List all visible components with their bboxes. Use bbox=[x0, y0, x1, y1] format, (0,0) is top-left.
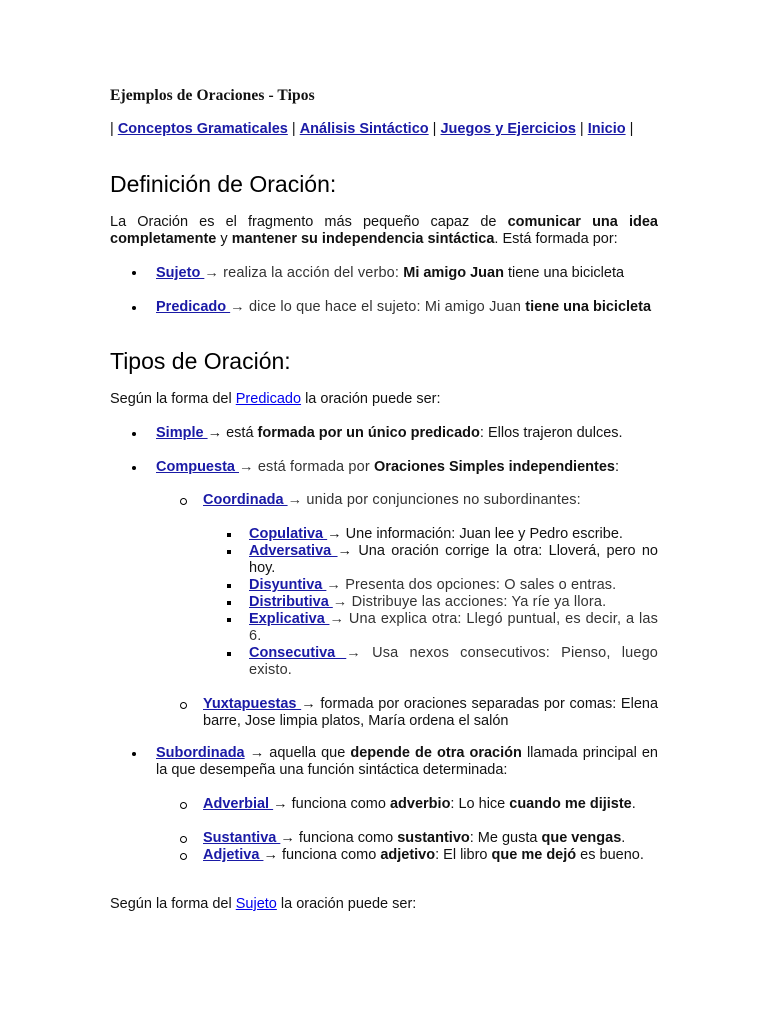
square-bullet-icon bbox=[227, 618, 231, 622]
text: la oración puede ser: bbox=[276, 896, 417, 912]
square-bullet-icon bbox=[227, 550, 231, 554]
bullet-icon bbox=[132, 271, 136, 275]
nav-separator: | bbox=[291, 121, 296, 137]
link-explicativa[interactable]: Explicativa bbox=[249, 611, 330, 627]
circle-bullet-icon bbox=[180, 836, 187, 843]
square-bullet-icon bbox=[227, 652, 231, 656]
circle-bullet-icon bbox=[180, 853, 187, 860]
bold-text: mantener su independencia sintáctica bbox=[231, 231, 495, 247]
text: . Está formada por: bbox=[494, 231, 618, 247]
bullet-icon bbox=[132, 306, 136, 310]
text: : Lo hice bbox=[450, 796, 510, 812]
list-item-predicado bbox=[156, 299, 658, 316]
list-item-adjetiva bbox=[203, 847, 658, 864]
text: → Distribuye las acciones: Ya ríe ya llora. bbox=[332, 594, 607, 610]
nav-separator: | bbox=[110, 121, 114, 137]
bullet-icon bbox=[132, 432, 136, 436]
heading-tipos: Tipos de Oración: bbox=[110, 348, 291, 374]
list-item-adverbial bbox=[203, 796, 658, 813]
bold-text: que vengas bbox=[541, 830, 622, 846]
nav-separator: | bbox=[579, 121, 584, 137]
navigation-links bbox=[110, 121, 658, 138]
text: : Me gusta bbox=[469, 830, 542, 846]
text: tiene una bicicleta bbox=[503, 265, 625, 281]
forma-sujeto-paragraph bbox=[110, 896, 658, 913]
square-bullet-icon bbox=[227, 584, 231, 588]
list-item-distributiva bbox=[249, 594, 658, 611]
list-item-disyuntiva bbox=[249, 577, 658, 594]
link-coordinada[interactable]: Coordinada bbox=[203, 492, 288, 508]
nav-link-juegos[interactable]: Juegos y Ejercicios bbox=[440, 121, 576, 137]
text: → funciona como bbox=[280, 830, 398, 846]
bold-text: cuando me dijiste bbox=[509, 796, 632, 812]
nav-link-analisis[interactable]: Análisis Sintáctico bbox=[299, 121, 429, 137]
text: → dice lo que hace el sujeto: Mi amigo Juan bbox=[230, 299, 526, 315]
text: → funciona como bbox=[263, 847, 381, 863]
text: → realiza la acción del verbo: bbox=[204, 265, 404, 281]
text: Según la forma del bbox=[110, 391, 236, 407]
circle-bullet-icon bbox=[180, 802, 187, 809]
list-item-yuxtapuestas bbox=[203, 696, 658, 730]
heading-definicion: Definición de Oración: bbox=[110, 171, 337, 197]
link-disyuntiva[interactable]: Disyuntiva bbox=[249, 577, 327, 593]
link-consecutiva[interactable]: Consecutiva bbox=[249, 645, 347, 661]
text: . bbox=[631, 796, 636, 812]
text: → Presenta dos opciones: O sales o entras. bbox=[326, 577, 617, 593]
forma-predicado-paragraph bbox=[110, 391, 658, 408]
link-sujeto[interactable]: Sujeto bbox=[156, 265, 205, 281]
circle-bullet-icon bbox=[180, 702, 187, 709]
list-item-simple bbox=[156, 425, 658, 442]
bold-text: adjetivo bbox=[380, 847, 436, 863]
text: → Una oración corrige la otra: Lloverá, pero no hoy. bbox=[249, 543, 658, 576]
list-item-copulativa bbox=[249, 526, 658, 543]
bold-text: que me dejó bbox=[491, 847, 577, 863]
list-item-compuesta bbox=[156, 459, 658, 476]
text: Según la forma del bbox=[110, 896, 236, 912]
text: → unida por conjunciones no subordinantes: bbox=[287, 492, 581, 508]
bullet-icon bbox=[132, 752, 136, 756]
bold-text: Oraciones Simples independientes bbox=[374, 459, 615, 475]
bold-text: tiene una bicicleta bbox=[525, 299, 652, 315]
text: : bbox=[614, 459, 619, 475]
bold-text: depende de otra oración bbox=[350, 745, 522, 761]
square-bullet-icon bbox=[227, 533, 231, 537]
bold-text: formada por un único predicado bbox=[257, 425, 480, 441]
text: y bbox=[216, 231, 232, 247]
bold-text: sustantivo bbox=[397, 830, 470, 846]
text: → Usa nexos consecutivos: Pienso, luego existo. bbox=[249, 645, 658, 678]
link-adversativa[interactable]: Adversativa bbox=[249, 543, 338, 559]
link-simple[interactable]: Simple bbox=[156, 425, 208, 441]
nav-separator: | bbox=[432, 121, 437, 137]
square-bullet-icon bbox=[227, 601, 231, 605]
list-item-sustantiva bbox=[203, 830, 658, 847]
text: → formada por oraciones separadas por comas: Elena barre, Jose limpia platos, María ordena el salón bbox=[203, 696, 659, 729]
list-item-explicativa bbox=[249, 611, 658, 645]
list-item-coordinada bbox=[203, 492, 658, 509]
text: es bueno. bbox=[576, 847, 644, 863]
link-copulativa[interactable]: Copulativa bbox=[249, 526, 328, 542]
link-adjetiva[interactable]: Adjetiva bbox=[203, 847, 264, 863]
link-adverbial[interactable]: Adverbial bbox=[203, 796, 274, 812]
text: → está bbox=[207, 425, 258, 441]
text: → está formada por bbox=[239, 459, 375, 475]
link-yuxtapuestas[interactable]: Yuxtapuestas bbox=[203, 696, 302, 712]
link-sujeto-inline[interactable]: Sujeto bbox=[235, 896, 277, 912]
link-predicado-inline[interactable]: Predicado bbox=[235, 391, 302, 407]
text: La Oración es el fragmento más pequeño capaz de bbox=[110, 214, 508, 230]
text: . bbox=[621, 830, 626, 846]
list-item-sujeto bbox=[156, 265, 658, 282]
circle-bullet-icon bbox=[180, 498, 187, 505]
text: → Une información: Juan lee y Pedro escribe. bbox=[327, 526, 623, 542]
bold-text: Mi amigo Juan bbox=[403, 265, 504, 281]
link-predicado[interactable]: Predicado bbox=[156, 299, 231, 315]
list-item-adversativa bbox=[249, 543, 658, 577]
list-item-consecutiva bbox=[249, 645, 658, 679]
link-sustantiva[interactable]: Sustantiva bbox=[203, 830, 281, 846]
text: → aquella que bbox=[244, 745, 351, 761]
document-title: Ejemplos de Oraciones - Tipos bbox=[110, 87, 315, 104]
text: : El libro bbox=[435, 847, 492, 863]
bold-text: comunicar una idea completamente bbox=[110, 214, 658, 247]
link-compuesta[interactable]: Compuesta bbox=[156, 459, 239, 475]
text: : Ellos trajeron dulces. bbox=[479, 425, 623, 441]
link-distributiva[interactable]: Distributiva bbox=[249, 594, 333, 610]
definicion-paragraph bbox=[110, 214, 658, 248]
bold-text: adverbio bbox=[389, 796, 451, 812]
nav-link-conceptos[interactable]: Conceptos Gramaticales bbox=[117, 121, 288, 137]
bullet-icon bbox=[132, 466, 136, 470]
nav-separator: | bbox=[629, 121, 634, 137]
text: la oración puede ser: bbox=[301, 391, 441, 407]
text: llamada principal en la que desempeña una función sintáctica determinada: bbox=[156, 745, 658, 778]
text: → funciona como bbox=[273, 796, 390, 812]
nav-link-inicio[interactable]: Inicio bbox=[587, 121, 626, 137]
link-subordinada[interactable]: Subordinada bbox=[156, 745, 245, 761]
text: → Una explica otra: Llegó puntual, es decir, a las 6. bbox=[249, 611, 659, 644]
list-item-subordinada bbox=[156, 745, 658, 779]
